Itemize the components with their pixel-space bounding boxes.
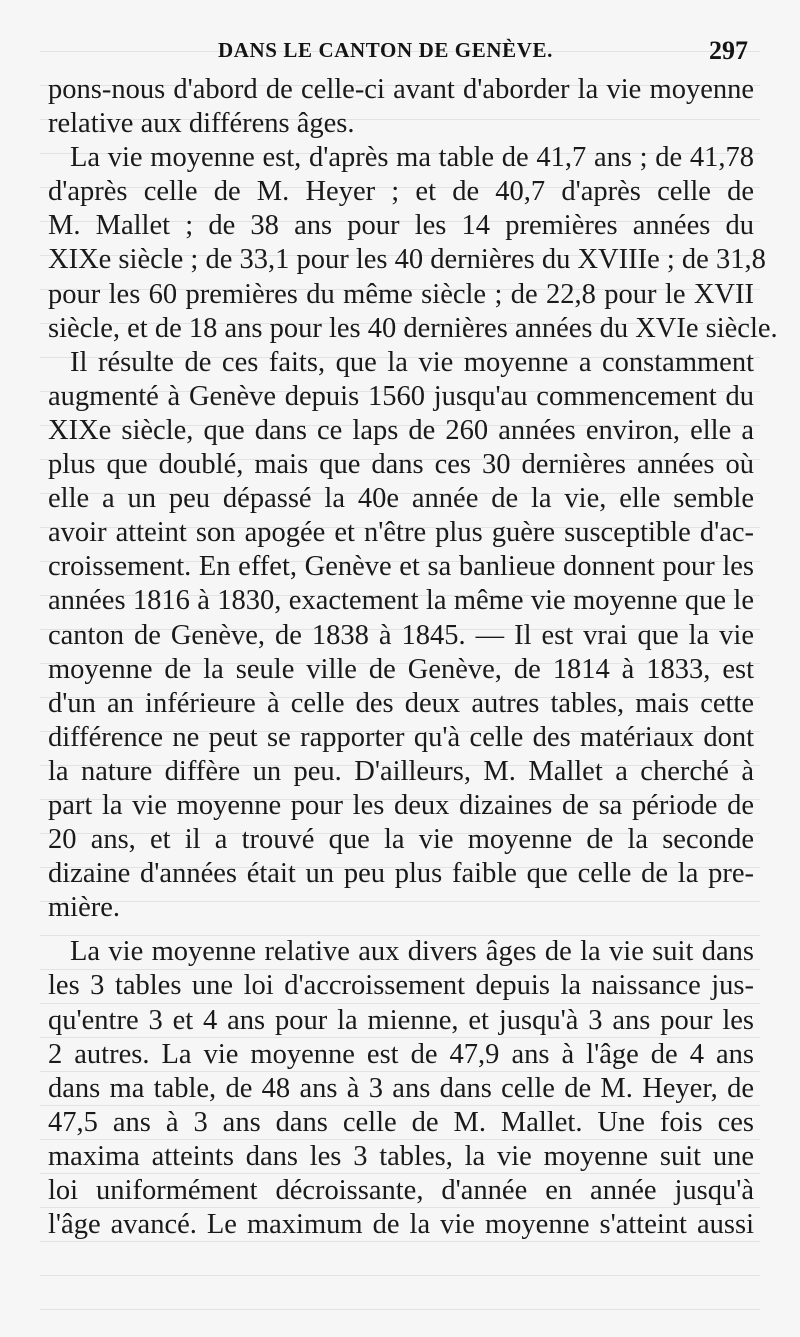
paragraph [48, 935, 754, 1242]
text-line: augmenté à Genève depuis 1560 jusqu'au commencement du [48, 380, 754, 412]
paragraph [48, 346, 754, 926]
text-line: M. Mallet ; de 38 ans pour les 14 premières années du [48, 210, 754, 242]
text-line: d'après celle de M. Heyer ; et de 40,7 d'après celle de [48, 176, 754, 208]
text-line: XIXe siècle, que dans ce laps de 260 années environ, elle a [48, 414, 754, 446]
text-line: 2 autres. La vie moyenne est de 47,9 ans à l'âge de 4 ans [48, 1038, 754, 1070]
text-line: 47,5 ans à 3 ans dans celle de M. Mallet. Une fois ces [48, 1106, 754, 1138]
text-line: La vie moyenne est, d'après ma table de 41,7 ans ; de 41,78 [70, 142, 754, 174]
text-line: pons-nous d'abord de celle-ci avant d'aborder la vie moyenne [48, 74, 754, 105]
text-line: elle a un peu dépassé la 40e année de la vie, elle semble [48, 483, 754, 515]
text-line: mière. [48, 892, 121, 924]
running-title: DANS LE CANTON DE GENÈVE. [218, 38, 553, 62]
text-line: XIXe siècle ; de 33,1 pour les 40 dernières du XVIIIe ; de 31,8 [48, 244, 766, 276]
text-line: La vie moyenne relative aux divers âges de la vie suit dans [70, 936, 754, 968]
text-line: les 3 tables une loi d'accroissement depuis la naissance jus- [48, 970, 754, 1002]
text-line: relative aux différens âges. [48, 108, 355, 140]
text-line: canton de Genève, de 1838 à 1845. — Il est vrai que la vie [48, 619, 754, 651]
text-line: plus que doublé, mais que dans ces 30 dernières années où [48, 449, 754, 481]
page-number: 297 [709, 36, 748, 65]
text-line: Il résulte de ces faits, que la vie moyenne a constamment [70, 346, 754, 378]
text-line: qu'entre 3 et 4 ans pour la mienne, et jusqu'à 3 ans pour les [48, 1004, 754, 1036]
text-line: moyenne de la seule ville de Genève, de 1814 à 1833, est [48, 653, 754, 685]
text-line: années 1816 à 1830, exactement la même vie moyenne que le [48, 585, 754, 617]
text-line: l'âge avancé. Le maximum de la vie moyenne s'atteint aussi [48, 1209, 754, 1241]
text-line: part la vie moyenne pour les deux dizaines de sa période de [48, 789, 754, 821]
paragraph-gap [48, 925, 754, 935]
text-line: la nature diffère un peu. D'ailleurs, M. Mallet a cherché à [48, 755, 754, 787]
text-line: loi uniformément décroissante, d'année en année jusqu'à [48, 1175, 754, 1206]
text-line: siècle, et de 18 ans pour les 40 dernières années du XVIe siècle. [48, 312, 778, 344]
text-line: 20 ans, et il a trouvé que la vie moyenne de la seconde [48, 824, 754, 856]
paragraph [48, 141, 778, 346]
text-line: pour les 60 premières du même siècle ; de 22,8 pour le XVII [48, 278, 754, 310]
paragraph [48, 73, 754, 141]
text-line: dizaine d'années était un peu plus faible que celle de la pre- [48, 858, 754, 890]
text-line: avoir atteint son apogée et n'être plus guère susceptible d'ac- [48, 517, 754, 549]
running-header [48, 36, 748, 70]
text-line: dans ma table, de 48 ans à 3 ans dans celle de M. Heyer, de [48, 1072, 754, 1104]
text-line: d'un an inférieure à celle des deux autres tables, mais cette [48, 687, 754, 719]
text-line: croissement. En effet, Genève et sa banlieue donnent pour les [48, 551, 754, 583]
body-text [48, 73, 778, 1242]
text-line: différence ne peut se rapporter qu'à celle des matériaux dont [48, 721, 754, 753]
text-line: maxima atteints dans les 3 tables, la vie moyenne suit une [48, 1140, 754, 1172]
